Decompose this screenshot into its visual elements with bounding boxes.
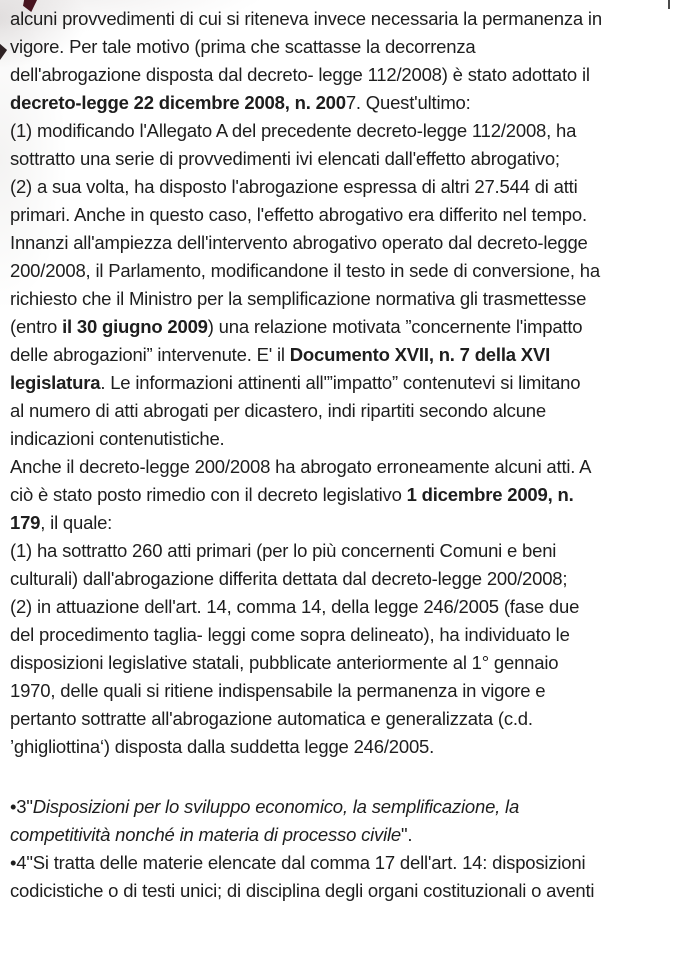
photo-speck-artifact: [0, 43, 8, 62]
text-line: [10, 229, 676, 257]
text-segment: alcuni provvedimenti di cui si riteneva invece necessaria la permanenza in: [10, 8, 602, 29]
text-segment: il 30 giugno 2009: [62, 316, 208, 337]
text-line: [10, 705, 676, 733]
text-line: [10, 677, 676, 705]
text-segment: legislatura: [10, 372, 101, 393]
text-segment: decreto-legge 22 dicembre 2008, n. 200: [10, 92, 346, 113]
text-segment: (1) modificando l'Allegato A del precedente decreto-legge 112/2008, ha: [10, 120, 577, 141]
text-segment: (1) ha sottratto 260 atti primari (per lo più concernenti Comuni e beni: [10, 540, 557, 561]
text-line: [10, 173, 676, 201]
text-segment: Documento XVII, n. 7 della XVI: [289, 344, 551, 365]
text-segment: competitività nonché in materia di processo civile: [10, 824, 402, 845]
text-segment: pertanto sottratte all'abrogazione automatica e generalizzata (c.d.: [10, 708, 533, 729]
text-line: [10, 341, 676, 369]
text-segment: ) una relazione motivata ”concernente l'impatto: [207, 316, 583, 337]
text-segment: (2) in attuazione dell'art. 14, comma 14, della legge 246/2005 (fase due: [10, 596, 580, 617]
text-segment: Innanzi all'ampiezza dell'intervento abrogativo operato dal decreto-legge: [10, 232, 588, 253]
text-line: [10, 369, 676, 397]
text-segment: , il quale:: [40, 512, 113, 533]
text-line: [10, 61, 676, 89]
text-line: [10, 117, 676, 145]
text-line: [10, 145, 676, 173]
text-segment: •4"Si tratta delle materie elencate dal comma 17 dell'art. 14: disposizioni: [10, 852, 586, 873]
text-line: [10, 257, 676, 285]
text-segment: al numero di atti abrogati per dicastero, indi ripartiti secondo alcune: [10, 400, 546, 421]
text-segment: codicistiche o di testi unici; di disciplina degli organi costituzionali o aventi: [10, 880, 595, 901]
text-segment: 7. Quest'ultimo:: [345, 92, 471, 113]
text-line: [10, 649, 676, 677]
text-segment: 1 dicembre 2009, n.: [406, 484, 574, 505]
text-segment: ".: [401, 824, 413, 845]
text-line: [10, 537, 676, 565]
text-segment: del procedimento taglia- leggi come sopra delineato), ha individuato le: [10, 624, 570, 645]
text-segment: ’ghigliottina‘) disposta dalla suddetta legge 246/2005.: [10, 736, 435, 757]
text-line: [10, 509, 676, 537]
text-line: [10, 849, 676, 877]
text-line: [10, 285, 676, 313]
text-segment: primari. Anche in questo caso, l'effetto abrogativo era differito nel tempo.: [10, 204, 587, 225]
text-segment: richiesto che il Ministro per la semplificazione normativa gli trasmettesse: [10, 288, 587, 309]
text-line: [10, 453, 676, 481]
text-segment: culturali) dall'abrogazione differita dettata dal decreto-legge 200/2008;: [10, 568, 568, 589]
text-line: [10, 89, 676, 117]
text-line: [10, 5, 676, 33]
text-line: [10, 481, 676, 509]
text-line: [10, 313, 676, 341]
document-text: [10, 5, 676, 905]
text-segment: delle abrogazioni” intervenute. E' il: [10, 344, 290, 365]
text-segment: 1970, delle quali si ritiene indispensabile la permanenza in vigore e: [10, 680, 546, 701]
text-line: [10, 33, 676, 61]
text-segment: (entro: [10, 316, 63, 337]
text-line: [10, 733, 676, 761]
text-line: [10, 425, 676, 453]
text-segment: Disposizioni per lo sviluppo economico, la semplificazione, la: [32, 796, 520, 817]
text-segment: disposizioni legislative statali, pubblicate anteriormente al 1° gennaio: [10, 652, 559, 673]
text-line: [10, 877, 676, 905]
text-segment: sottratto una serie di provvedimenti ivi elencati dall'effetto abrogativo;: [10, 148, 560, 169]
text-segment: 200/2008, il Parlamento, modificandone il testo in sede di conversione, ha: [10, 260, 600, 281]
text-segment: 179: [10, 512, 41, 533]
text-segment: Anche il decreto-legge 200/2008 ha abrogato erroneamente alcuni atti. A: [10, 456, 592, 477]
text-line: [10, 201, 676, 229]
text-line: [10, 793, 676, 821]
text-segment: vigore. Per tale motivo (prima che scattasse la decorrenza: [10, 36, 476, 57]
text-line: [10, 621, 676, 649]
text-line: [10, 565, 676, 593]
text-segment: (2) a sua volta, ha disposto l'abrogazione espressa di altri 27.544 di atti: [10, 176, 578, 197]
text-line: [10, 821, 676, 849]
text-segment: ciò è stato posto rimedio con il decreto legislativo: [10, 484, 407, 505]
text-segment: . Le informazioni attinenti all'”impatto” contenutevi si limitano: [100, 372, 581, 393]
text-segment: indicazioni contenutistiche.: [10, 428, 225, 449]
text-line: [10, 593, 676, 621]
text-segment: •3": [10, 796, 33, 817]
text-segment: dell'abrogazione disposta dal decreto- legge 112/2008) è stato adottato il: [10, 64, 590, 85]
text-line: [10, 397, 676, 425]
